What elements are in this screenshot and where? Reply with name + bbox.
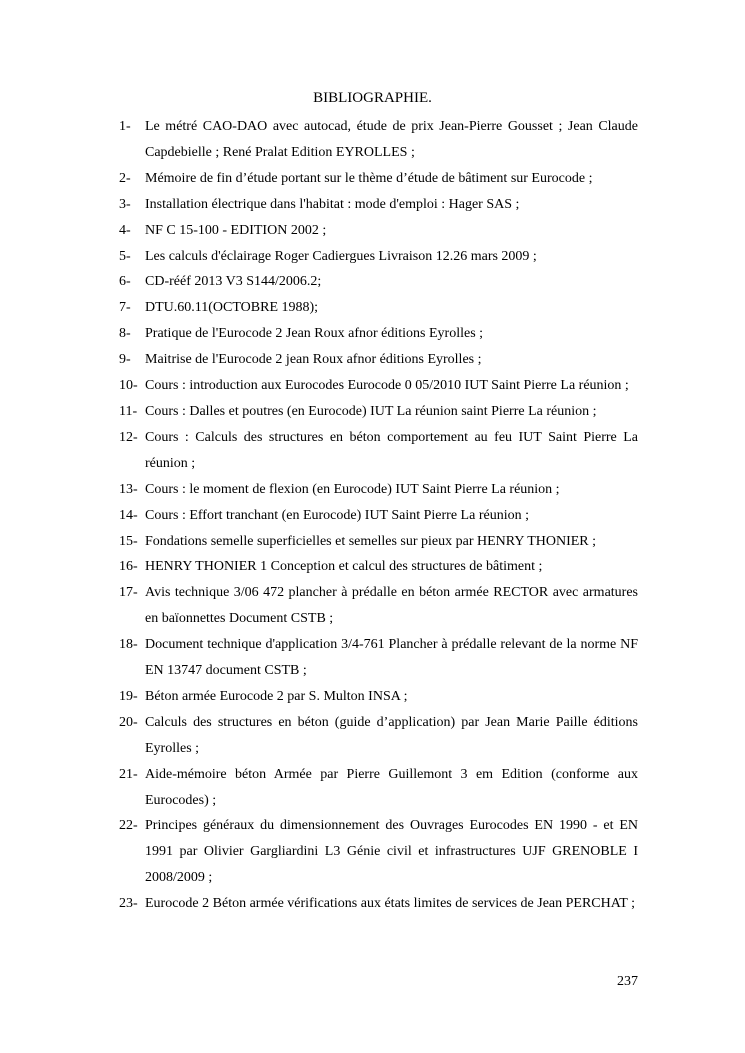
- entry-number: 20-: [119, 714, 138, 730]
- entry-text: Béton armée Eurocode 2 par S. Multon INSA ;: [145, 688, 408, 704]
- bibliography-entry: [119, 269, 638, 295]
- bibliography-entry: [119, 684, 638, 710]
- bibliography-entry: [119, 192, 638, 218]
- entry-text: Les calculs d'éclairage Roger Cadiergues Livraison 12.26 mars 2009 ;: [145, 248, 537, 264]
- entry-text: Calculs des structures en béton (guide d’application) par Jean Marie Paille éditions Eyrolles ;: [145, 714, 638, 756]
- bibliography-entry: [119, 347, 638, 373]
- bibliography-entry: [119, 813, 638, 891]
- bibliography-entry: [119, 710, 638, 762]
- entry-number: 4-: [119, 222, 131, 238]
- bibliography-entry: [119, 580, 638, 632]
- entry-text: HENRY THONIER 1 Conception et calcul des structures de bâtiment ;: [145, 559, 543, 575]
- bibliography-entry: [119, 166, 638, 192]
- entry-text: Mémoire de fin d’étude portant sur le thème d’étude de bâtiment sur Eurocode ;: [145, 170, 593, 186]
- entry-number: 22-: [119, 818, 138, 834]
- page-title: BIBLIOGRAPHIE.: [313, 90, 432, 106]
- entry-number: 19-: [119, 688, 138, 704]
- bibliography-entry: [119, 425, 638, 477]
- entry-number: 12-: [119, 429, 138, 445]
- entry-text: Principes généraux du dimensionnement des Ouvrages Eurocodes EN 1990 - et EN 1991 par Olivier Gargliardini L3 Génie civil et infrastructures UJF GRENOBLE I 2008/2009 ;: [145, 818, 638, 886]
- bibliography-entry: [119, 891, 638, 917]
- bibliography-entry: [119, 244, 638, 270]
- bibliography-entry: [119, 503, 638, 529]
- entry-number: 8-: [119, 326, 131, 342]
- bibliography-entry: [119, 114, 638, 166]
- entry-text: Cours : Dalles et poutres (en Eurocode) IUT La réunion saint Pierre La réunion ;: [145, 403, 597, 419]
- entry-text: Avis technique 3/06 472 plancher à prédalle en béton armée RECTOR avec armatures en baïonnettes Document CSTB ;: [145, 585, 638, 627]
- entry-number: 2-: [119, 170, 131, 186]
- bibliography-entry: [119, 295, 638, 321]
- bibliography-entry: [119, 762, 638, 814]
- entry-number: 14-: [119, 507, 138, 523]
- entry-number: 15-: [119, 533, 138, 549]
- bibliography-entry: [119, 554, 638, 580]
- entry-text: Cours : Effort tranchant (en Eurocode) IUT Saint Pierre La réunion ;: [145, 507, 529, 523]
- entry-text: Aide-mémoire béton Armée par Pierre Guillemont 3 em Edition (conforme aux Eurocodes) ;: [145, 766, 638, 808]
- entry-text: Pratique de l'Eurocode 2 Jean Roux afnor éditions Eyrolles ;: [145, 326, 484, 342]
- entry-number: 3-: [119, 196, 131, 212]
- entry-number: 6-: [119, 274, 131, 290]
- entry-number: 13-: [119, 481, 138, 497]
- entry-number: 21-: [119, 766, 138, 782]
- entry-text: Le métré CAO-DAO avec autocad, étude de prix Jean-Pierre Gousset ; Jean Claude Capdebielle ; René Pralat Edition EYROLLES ;: [145, 119, 638, 160]
- entry-text: Document technique d'application 3/4-761 Plancher à prédalle relevant de la norme NF EN 13747 document CSTB ;: [145, 637, 638, 679]
- entry-text: Cours : le moment de flexion (en Eurocode) IUT Saint Pierre La réunion ;: [145, 481, 560, 497]
- entry-number: 7-: [119, 300, 131, 316]
- entry-number: 1-: [119, 119, 131, 134]
- entry-text: Maitrise de l'Eurocode 2 jean Roux afnor éditions Eyrolles ;: [145, 352, 482, 368]
- entry-number: 11-: [119, 403, 138, 419]
- bibliography-entry: [119, 632, 638, 684]
- entry-number: 17-: [119, 585, 138, 601]
- entry-text: DTU.60.11(OCTOBRE 1988);: [145, 300, 319, 316]
- entry-number: 10-: [119, 378, 138, 394]
- bibliography-entry: [119, 373, 638, 399]
- bibliography-entry: [119, 477, 638, 503]
- bibliography-list: [119, 114, 638, 917]
- entry-number: 5-: [119, 248, 131, 264]
- bibliography-entry: [119, 399, 638, 425]
- entry-number: 23-: [119, 896, 138, 912]
- bibliography-entry: [119, 321, 638, 347]
- entry-text: Cours : Calculs des structures en béton comportement au feu IUT Saint Pierre La réunion ;: [145, 429, 638, 471]
- entry-text: Installation électrique dans l'habitat : mode d'emploi : Hager SAS ;: [145, 196, 520, 212]
- entry-number: 9-: [119, 352, 131, 368]
- entry-text: NF C 15-100 - EDITION 2002 ;: [145, 222, 327, 238]
- entry-number: 16-: [119, 559, 138, 575]
- bibliography-entry: [119, 218, 638, 244]
- page-number: 237: [617, 974, 638, 989]
- entry-text: Cours : introduction aux Eurocodes Eurocode 0 05/2010 IUT Saint Pierre La réunion ;: [145, 378, 629, 394]
- entry-number: 18-: [119, 637, 138, 653]
- bibliography-entry: [119, 529, 638, 555]
- entry-text: CD-rééf 2013 V3 S144/2006.2;: [145, 274, 322, 290]
- entry-text: Fondations semelle superficielles et semelles sur pieux par HENRY THONIER ;: [145, 533, 597, 549]
- entry-text: Eurocode 2 Béton armée vérifications aux états limites de services de Jean PERCHAT ;: [145, 896, 635, 912]
